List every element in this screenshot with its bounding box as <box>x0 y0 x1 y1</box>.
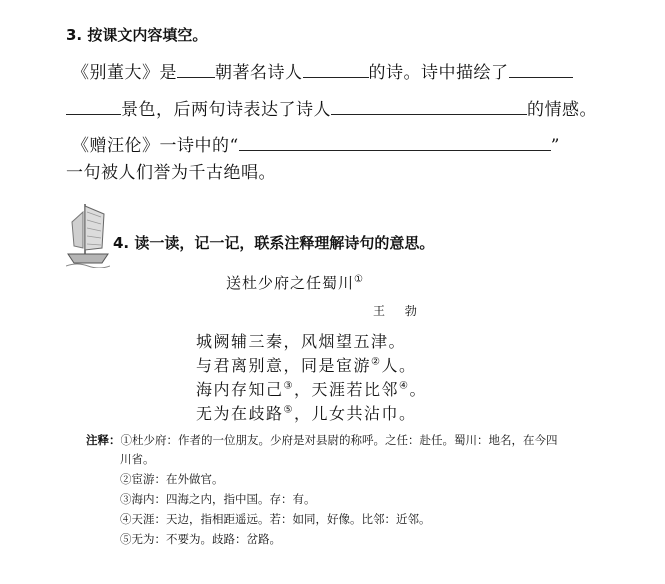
note-1: ①杜少府：作者的一位朋友。少府是对县尉的称呼。之任：赴任。蜀川：地名，在今四 <box>120 433 558 447</box>
q3-line-1 <box>72 58 573 83</box>
q3-line3-text-b: ” <box>550 136 560 156</box>
poem-title-footnote-mark: ① <box>354 274 364 285</box>
poem-line-3 <box>196 377 427 400</box>
poem-title-text: 送杜少府之任蜀川 <box>226 274 355 292</box>
blank-feelings[interactable] <box>331 96 527 115</box>
q3-line1-text-a: 《别董大》是 <box>72 63 177 83</box>
poem-footnote-mark-3: ③ <box>283 380 294 392</box>
poem-line-2-text-a: 与君离别意，同是宦游 <box>196 356 372 375</box>
note-5: ⑤无为：不要为。歧路：岔路。 <box>120 532 281 546</box>
question-4-title: 4. 读一读，记一记，联系注释理解诗句的意思。 <box>113 234 435 252</box>
note-3: ③海内：四海之内，指中国。存：有。 <box>120 492 316 506</box>
note-4: ④天涯：天边，指相距遥远。若：如同，好像。比邻：近邻。 <box>120 512 431 526</box>
q3-line2-text-b: 的情感。 <box>527 100 597 120</box>
blank-scenery[interactable] <box>509 59 573 78</box>
poem-line-2 <box>196 353 417 376</box>
blank-dynasty[interactable] <box>177 59 215 78</box>
note-2: ②宦游：在外做官。 <box>120 472 224 486</box>
poem-title <box>226 272 364 293</box>
blank-poet[interactable] <box>303 59 369 78</box>
poem-footnote-mark-5: ⑤ <box>283 404 294 416</box>
notes-first-line <box>86 432 558 448</box>
poem-line-4-text-a: 无为在歧路 <box>196 404 284 423</box>
poem-line-1 <box>196 329 406 352</box>
poem-line-1-text: 城阙辅三秦，风烟望五津。 <box>196 332 407 351</box>
poem-footnote-mark-4: ④ <box>399 380 410 392</box>
poem-author: 王 勃 <box>373 304 425 318</box>
poem-line-3-text-b: ，天涯若比邻 <box>293 380 399 399</box>
q3-line-2 <box>66 95 597 120</box>
notes-label: 注释： <box>86 433 121 447</box>
sailboat-icon <box>66 200 110 268</box>
blank-famous-line[interactable] <box>239 132 551 151</box>
q3-line1-text-b: 朝著名诗人 <box>215 63 303 83</box>
poem-line-4-text-b: ，儿女共沾巾。 <box>293 404 417 423</box>
q3-line1-text-c: 的诗。诗中描绘了 <box>368 63 509 83</box>
q3-line-4: 一句被人们誉为千古绝唱。 <box>66 163 276 183</box>
poem-line-3-text-a: 海内存知己 <box>196 380 284 399</box>
poem-line-2-text-b: 人。 <box>381 356 417 375</box>
poem-line-3-text-end: 。 <box>409 380 427 399</box>
note-1-continued: 川省。 <box>120 452 155 466</box>
q3-line-3 <box>72 131 560 156</box>
q3-line3-text-a: 《赠汪伦》一诗中的“ <box>72 136 239 156</box>
poem-line-4 <box>196 401 417 424</box>
poem-footnote-mark-2: ② <box>371 356 382 368</box>
blank-scenery-2[interactable] <box>66 96 121 115</box>
question-3-title: 3. 按课文内容填空。 <box>66 26 208 44</box>
q3-line2-text-a: 景色，后两句诗表达了诗人 <box>121 100 331 120</box>
